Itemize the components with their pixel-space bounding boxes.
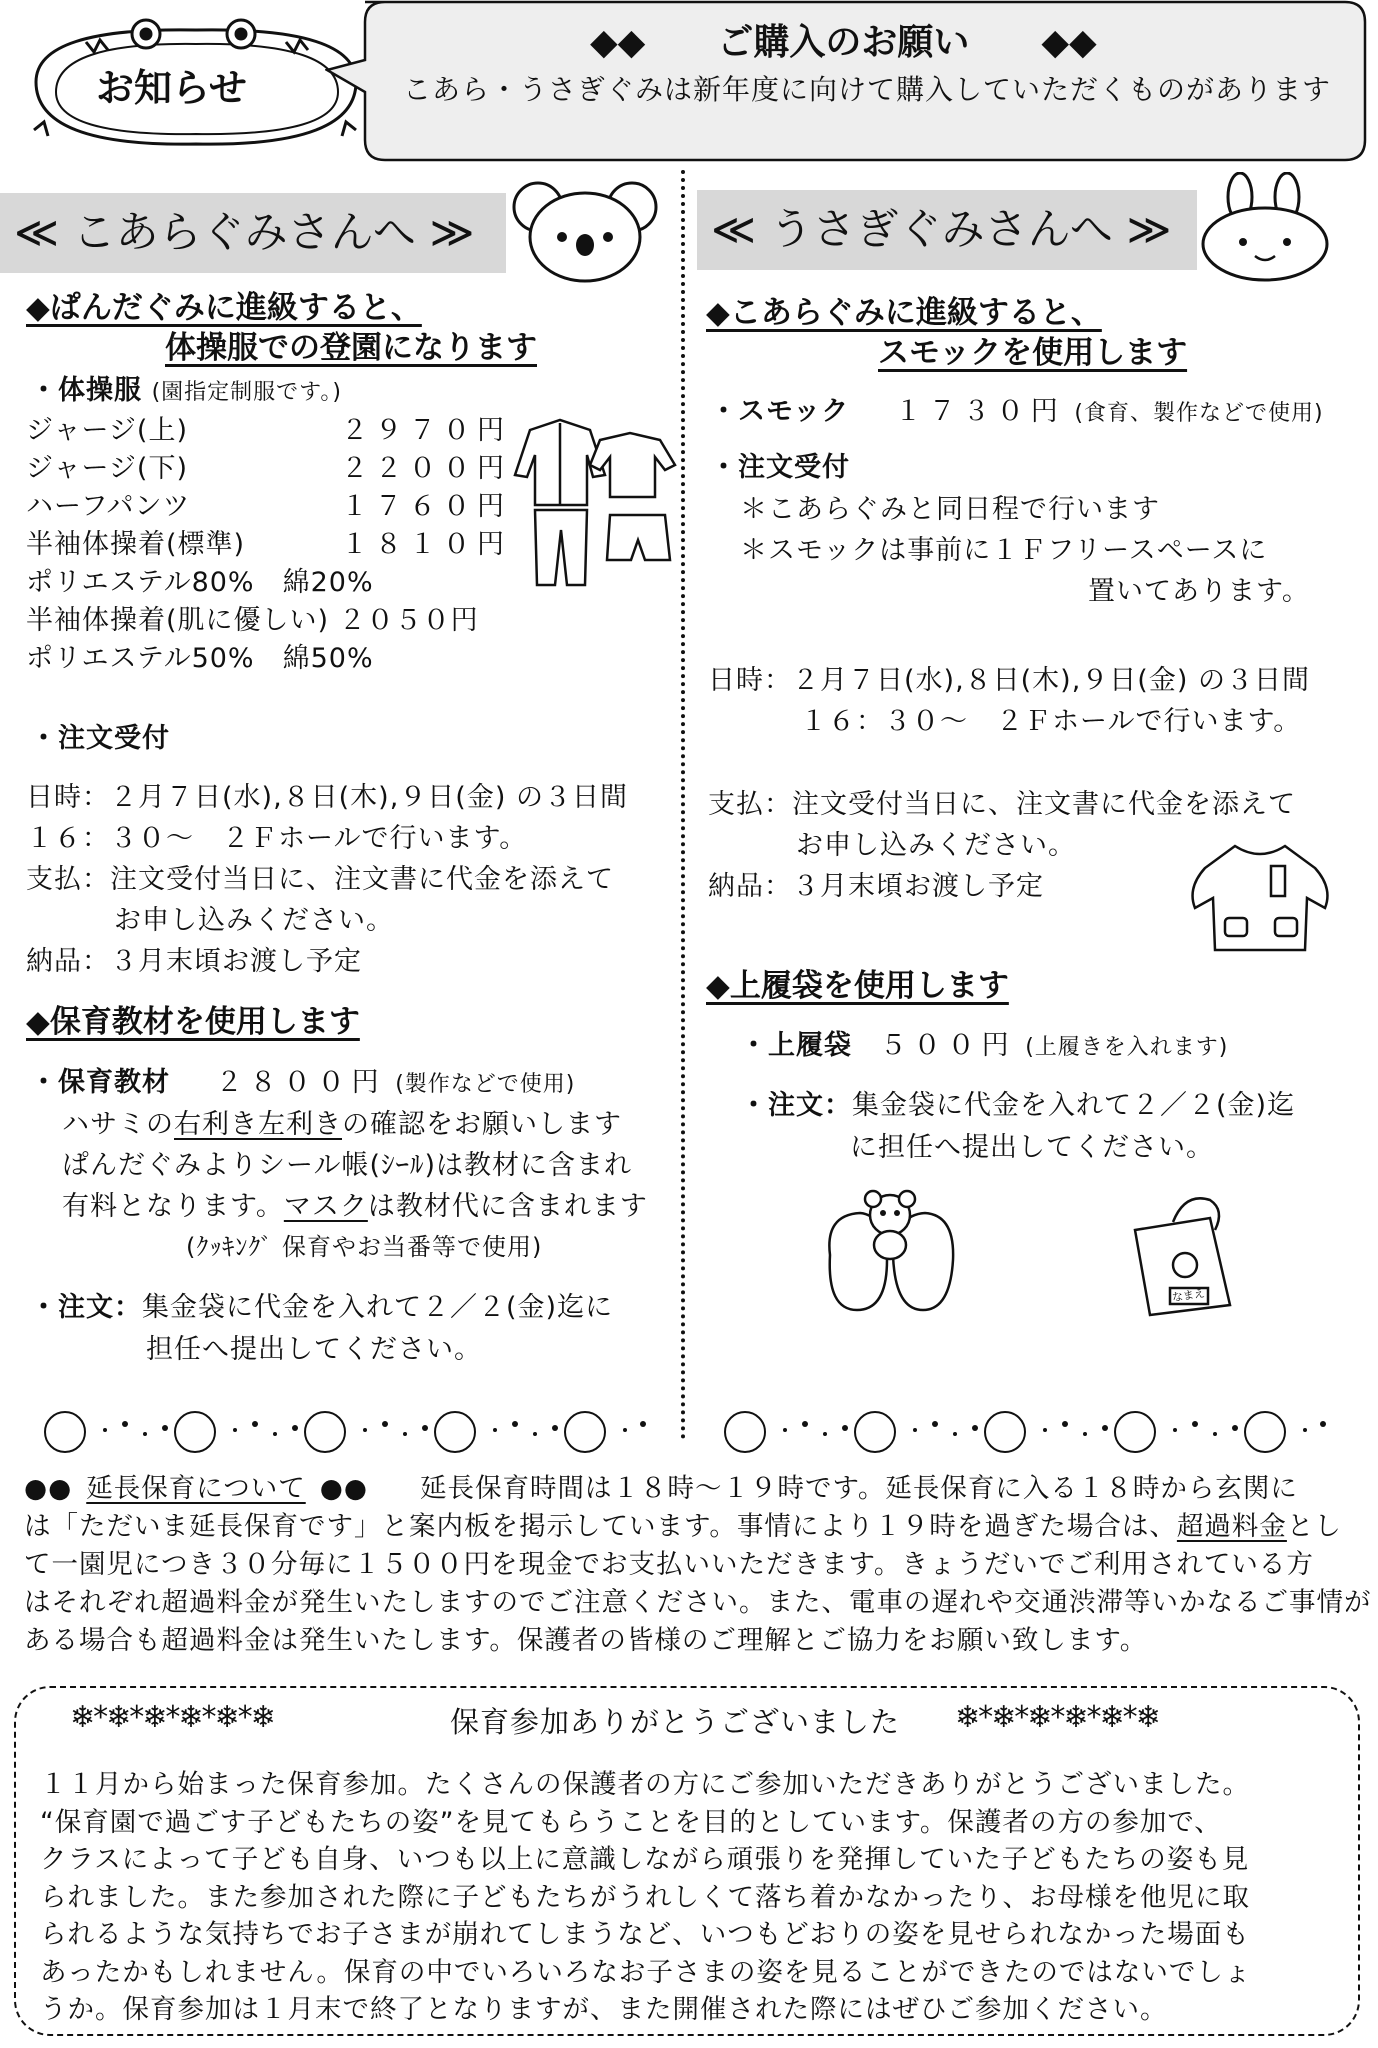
uniform-price-list [26,412,511,678]
shirt-2: 半袖体操着(肌に優しい) ２０５０円 [26,605,479,636]
koala-order2 [30,1287,613,1371]
usagi-heading-1b: スモックを使用します [878,335,1188,371]
usagi-heading-2: ◆上履袋を使用します [706,968,1009,1004]
usagi-time-line: １６：３０～ ２Ｆホールで行います。 [800,706,1302,737]
snowflake-decoration-right: ❄*❄*❄*❄*❄*❄ [955,1700,1159,1735]
material-note-3: 有料となります。マスクは教材代に含まれます [62,1191,648,1222]
koala-heading-1b: 体操服での登園になります [165,330,537,366]
koala-pay-line1: 支払：注文受付当日に、注文書に代金を添えて [26,864,614,895]
usagi-order2-label: ・注文： [740,1090,852,1121]
bag-note: (上履きを入れます) [1025,1035,1229,1060]
price-row [26,450,511,488]
material-2: ポリエステル50% 綿50% [26,643,374,674]
uniform-note: (園指定制服です。) [151,380,343,405]
smock-line [710,393,1324,433]
notice-badge [26,12,366,157]
slippers-icon [815,1185,965,1315]
price-row [26,526,511,564]
price-value: １８１０円 [341,529,511,560]
extension-line-1: ●● 延長保育について ●● 延長保育時間は１８時～１９時です。延長保育に入る１８時から玄関に [24,1473,1298,1504]
usagi-note-3: 置いてあります。 [1088,576,1310,607]
material-line [30,1064,575,1104]
shoe-bag-name-label: なまえ [1171,1286,1206,1305]
bag-price: ５００円 [879,1030,1016,1061]
koala-order-label: ・注文受付 [30,723,170,754]
material-note-4: (ｸｯｷﾝｸﾞ 保育やお当番等で使用) [186,1233,543,1261]
koala-tab: ≪ こあらぐみさんへ ≫ [0,193,506,273]
rabbit-icon [1195,172,1335,282]
decorative-border-left [35,1400,655,1460]
uniform-line [30,372,342,412]
koala-order-info [26,777,628,982]
notice-badge-text: お知らせ [96,66,247,110]
koala-icon [510,175,660,285]
extension-line-3: て一園児につき３０分毎に１５００円を現金でお支払いいただきます。きょうだいでご利用されている方 [24,1549,1314,1580]
material-note-2: ぱんだぐみよりシール帳(ｼｰﾙ)は教材に含まれ [62,1150,633,1181]
participation-line: クラスによって子ども自身、いつも以上に意識しながら頑張りを発揮していた子どもたちの姿も見 [40,1844,1250,1875]
price-row [26,488,511,526]
material-price: ２８００円 [215,1067,386,1098]
koala-deliver-line: 納品：３月末頃お渡し予定 [26,946,362,977]
smock-note: (食育、製作などで使用) [1074,401,1324,426]
usagi-order2 [740,1085,1295,1169]
material-1: ポリエステル80% 綿20% [26,567,374,598]
price-value: ２２００円 [341,453,511,484]
gym-clothes-icon [505,415,685,590]
extension-heading: 延長保育について [86,1473,306,1504]
usagi-heading-1a: ◆こあらぐみに進級すると、 [706,295,1102,331]
extension-care-section [24,1470,1372,1660]
usagi-order-notes [740,489,1310,612]
price-value: ２９７０円 [341,415,511,446]
koala-heading-1a: ◆ぱんだぐみに進級すると、 [26,290,422,326]
material-notes [62,1104,648,1268]
participation-body [40,1766,1251,2029]
koala-order2-label: ・注文： [30,1292,142,1323]
header-title: ◆◆ ご購入のお願い ◆◆ [590,22,1097,63]
price-item: ジャージ(下) [26,453,188,484]
price-item: ハーフパンツ [26,491,191,522]
usagi-note-1: ＊こあらぐみと同日程で行います [740,494,1160,525]
usagi-note-2: ＊スモックは事前に１Ｆフリースペースに [740,535,1268,566]
usagi-order2-line2: に担任へ提出してください。 [850,1132,1214,1163]
participation-line: “保育園で過ごす子どもたちの姿”を見てもらうことを目的としています。保護者の方の参加で、 [40,1806,1222,1838]
column-divider [681,170,685,1440]
koala-date-line: 日時：２月７日(水),８日(木),９日(金) の３日間 [26,782,628,813]
participation-title: 保育参加ありがとうございました [450,1705,901,1739]
participation-line: られるような気持ちでお子さまが崩れてしまうなど、いつもどおりの姿を見せられなかった場面も [40,1919,1250,1950]
price-item: 半袖体操着(標準) [26,529,246,560]
usagi-schedule [708,660,1310,742]
smock-label: ・スモック [710,396,850,427]
koala-pay-line2: お申し込みください。 [114,905,394,936]
decorative-border-right [715,1400,1335,1460]
material-note-1: ハサミの右利き左利きの確認をお願いします [62,1109,622,1140]
usagi-pay-line1: 支払：注文受付当日に、注文書に代金を添えて [708,789,1296,820]
participation-line: られました。また参加された際に子どもたちがうれしくて落ち着かなかったり、お母様を他児に取 [40,1881,1250,1913]
usagi-order-label: ・注文受付 [710,452,850,483]
usagi-order2-line1: 集金袋に代金を入れて２／２(金)迄 [852,1090,1296,1121]
smock-price: １７３０円 [894,396,1065,427]
bag-label: ・上履袋 [740,1030,852,1061]
material-note: (製作などで使用) [395,1072,576,1097]
usagi-date-line: 日時：２月７日(水),８日(木),９日(金) の３日間 [708,665,1310,696]
koala-order2-line1: 集金袋に代金を入れて２／２(金)迄に [142,1292,614,1323]
participation-line: あったかもしれません。保育の中でいろいろなお子さまの姿を見ることができたのではないでしょ [40,1956,1252,1988]
extension-line-4: はそれぞれ超過料金が発生いたしますのでご注意ください。また、電車の遅れや交通渋滞等いかなるご事情が [24,1587,1372,1618]
participation-line: １１月から始まった保育参加。たくさんの保護者の方にご参加いただきありがとうございました。 [40,1769,1250,1800]
uniform-label: ・体操服 [30,375,142,406]
bag-line [740,1027,1228,1067]
usagi-deliver-line: 納品：３月末頃お渡し予定 [708,871,1044,902]
usagi-pay-line2: お申し込みください。 [796,830,1076,861]
snowflake-decoration-left: ❄*❄*❄*❄*❄*❄ [70,1700,274,1735]
price-value: １７６０円 [341,491,511,522]
price-row [26,412,511,450]
participation-line: うか。保育参加は１月末で終了となりますが、また開催された際にはぜひご参加ください。 [40,1994,1168,2025]
usagi-tab: ≪ うさぎぐみさんへ ≫ [697,190,1197,270]
koala-heading-2: ◆保育教材を使用します [26,1004,360,1040]
extension-line-2: は「ただいま延長保育です」と案内板を掲示しています。事情により１９時を過ぎた場合は、超過料金とし [24,1511,1342,1542]
koala-order2-line2: 担任へ提出してください。 [146,1334,482,1365]
price-item: ジャージ(上) [26,415,188,446]
smock-icon [1185,838,1335,958]
material-label: ・保育教材 [30,1067,170,1098]
header-subtitle: こあら・うさぎぐみは新年度に向けて購入していただくものがあります [403,73,1332,106]
extension-line-5: ある場合も超過料金は発生いたします。保護者の皆様のご理解とご協力をお願い致します。 [24,1625,1148,1656]
koala-time-line: １６：３０～ ２Ｆホールで行います。 [26,823,528,854]
